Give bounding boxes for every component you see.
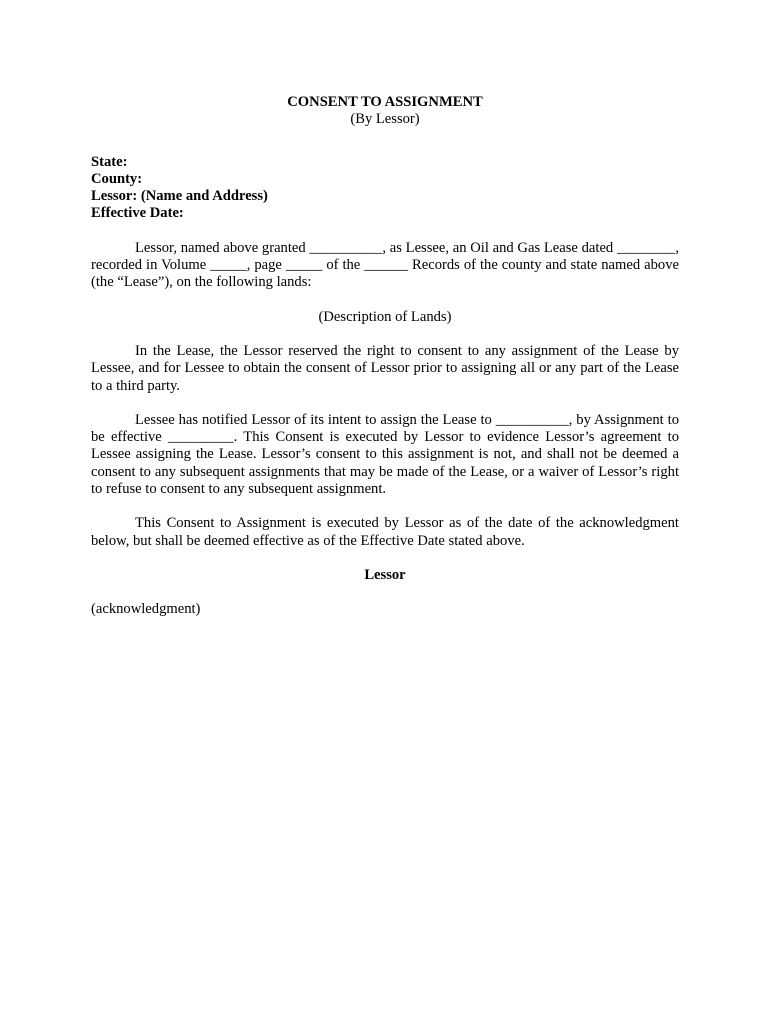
title-block: [91, 94, 679, 129]
effective-date-field-label: Effective Date:: [91, 205, 184, 222]
execution-paragraph: This Consent to Assignment is executed by Lessor as of the date of the acknowledgment below, but shall be deemed effective as of the Effective Date stated above.: [91, 515, 679, 549]
lessor-signature-label: Lessor: [364, 566, 406, 583]
acknowledgment-placeholder: (acknowledgment): [91, 601, 201, 618]
reservation-paragraph: In the Lease, the Lessor reserved the right to consent to any assignment of the Lease by Lessee, and for Lessee to obtain the consent of Lessor prior to assigning all or any part of the Lease to a third party.: [91, 342, 679, 394]
header-fields: [91, 154, 679, 223]
document-subtitle: (By Lessor): [350, 111, 420, 128]
county-field-label: County:: [91, 170, 143, 187]
description-of-lands: (Description of Lands): [318, 308, 452, 325]
state-field-label: State:: [91, 153, 128, 170]
grant-paragraph: Lessor, named above granted __________, as Lessee, an Oil and Gas Lease dated ________, recorded in Volume _____, page _____ of the ______ Records of the county and state named above (the “Lease”), on the following lands:: [91, 239, 679, 291]
document-body: [91, 94, 679, 619]
notice-paragraph: Lessee has notified Lessor of its intent to assign the Lease to __________, by Assignment to be effective _________. This Consent is executed by Lessor to evidence Lessor’s agreement to Lessee assigning the Lease. Lessor’s consent to this assignment is not, and shall not be deemed a consent to any subsequent assignments that may be made of the Lease, or a waiver of Lessor’s right to refuse to consent to any subsequent assignment.: [91, 411, 679, 498]
document-title: CONSENT TO ASSIGNMENT: [287, 94, 483, 110]
lessor-field-label: Lessor: (Name and Address): [91, 188, 268, 205]
